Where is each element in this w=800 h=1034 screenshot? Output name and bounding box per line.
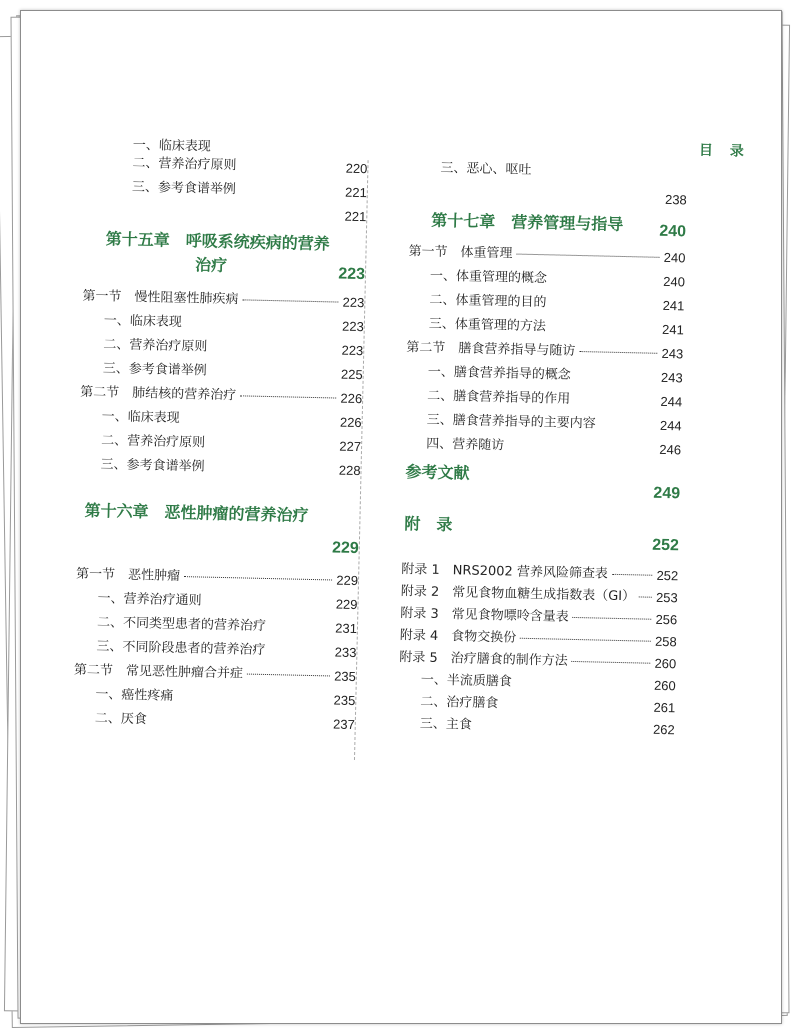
entry-page: 238: [664, 191, 687, 208]
entry-page: 223: [341, 342, 364, 359]
references-page: 249: [653, 484, 681, 503]
dot-leader: [242, 299, 338, 302]
entry-text: 二、膳食营养指导的作用: [427, 388, 571, 407]
entry-page: 262: [652, 721, 675, 738]
dot-leader: [612, 574, 652, 576]
dot-leader: [520, 638, 651, 642]
chapter-16-page: 229: [331, 539, 359, 558]
references-title: 参考文献: [405, 462, 470, 483]
entry-page: 220: [345, 160, 368, 177]
dot-leader: [579, 351, 657, 354]
entry-text: 第二节 常见恶性肿瘤合并症: [73, 662, 244, 682]
dot-leader: [247, 674, 330, 677]
entry-text: 一、临床表现: [132, 137, 212, 155]
entry-text: 一、半流质膳食: [420, 672, 512, 690]
entry-page: 240: [663, 273, 686, 290]
appendix-title: 附 录: [404, 514, 453, 535]
entry-text: 二、营养治疗原则: [100, 433, 206, 451]
entry-page: 243: [660, 369, 683, 386]
entry-page: 229: [336, 572, 359, 589]
entry-page: 237: [332, 716, 355, 733]
toc-entry: [396, 433, 681, 461]
entry-page: 258: [654, 633, 677, 650]
entry-page: 261: [653, 699, 676, 716]
entry-text: 二、营养治疗原则: [103, 337, 208, 355]
toc-entry: [76, 200, 366, 229]
entry-text: 二、厌食: [94, 711, 148, 728]
chapter-15-page: 223: [338, 265, 366, 284]
entry-text: 一、膳食营养指导的概念: [427, 364, 571, 383]
entry-text: 第二节 膳食营养指导与随访: [406, 340, 576, 359]
entry-page: 233: [334, 644, 357, 661]
entry-text: 一、体重管理的概念: [429, 268, 548, 287]
show-through-text: [49, 783, 734, 1008]
entry-page: 244: [659, 417, 682, 434]
entry-page: 252: [656, 567, 679, 584]
entry-text: 三、参考食谱举例: [102, 361, 207, 379]
entry-text: 二、治疗膳食: [420, 694, 499, 712]
entry-page: 221: [344, 208, 367, 225]
entry-text: 一、营养治疗通则: [97, 591, 202, 609]
entry-page: 226: [340, 390, 363, 407]
entry-page: 228: [338, 462, 361, 479]
entry-text: 二、体重管理的目的: [429, 292, 547, 311]
toc-entry: [65, 707, 355, 736]
entry-text: 附录 5 治疗膳食的制作方法: [399, 650, 568, 669]
dot-leader: [516, 254, 659, 258]
entry-page: 223: [342, 294, 365, 311]
entry-page: 246: [659, 441, 682, 458]
entry-text: 二、不同类型患者的营养治疗: [96, 615, 267, 634]
entry-text: 一、临床表现: [103, 313, 183, 330]
entry-text: 附录 3 常见食物嘌呤含量表: [400, 606, 569, 625]
toc-page: [20, 10, 782, 1024]
entry-text: 三、参考食谱举例: [131, 179, 237, 198]
entry-text: 一、临床表现: [101, 409, 180, 426]
entry-text: 三、膳食营养指导的主要内容: [426, 412, 596, 432]
entry-page: 260: [653, 677, 676, 694]
entry-text: 三、主食: [419, 716, 472, 733]
running-header: 目 录: [698, 142, 751, 160]
entry-text: 三、体重管理的方法: [428, 316, 547, 335]
toc-entry: [70, 454, 360, 483]
chapter-17-page: 240: [659, 222, 687, 241]
entry-page: 221: [344, 184, 368, 201]
entry-page: 229: [335, 596, 358, 613]
chapter-15-title-cont: 治疗: [194, 255, 228, 276]
dot-leader: [184, 576, 332, 580]
toc-content: [20, 10, 782, 1024]
chapter-16-title: 第十六章 恶性肿瘤的营养治疗: [84, 500, 309, 525]
entry-text: 附录 2 常见食物血糖生成指数表（GI）: [400, 584, 636, 605]
entry-page: 223: [341, 318, 364, 335]
entry-page: 231: [335, 620, 358, 637]
chapter-17-title: 第十七章 营养管理与指导: [431, 210, 624, 234]
entry-text: 一、癌性疼痛: [95, 687, 174, 704]
appendix-page: 252: [652, 536, 680, 555]
entry-page: 226: [339, 414, 362, 431]
dot-leader: [571, 661, 650, 664]
toc-entry: [402, 157, 687, 185]
entry-page: 227: [339, 438, 362, 455]
entry-page: 241: [661, 321, 684, 338]
entry-text: 附录 4 食物交换份: [399, 628, 517, 646]
entry-page: 241: [662, 297, 685, 314]
entry-page: 235: [333, 692, 356, 709]
entry-text: 三、恶心、呕吐: [440, 160, 532, 178]
entry-page: 256: [655, 611, 678, 628]
entry-text: 二、营养治疗原则: [132, 155, 237, 174]
entry-page: 260: [654, 655, 677, 672]
entry-text: 第二节 肺结核的营养治疗: [80, 384, 237, 404]
entry-text: 三、不同阶段患者的营养治疗: [96, 639, 266, 658]
entry-text: 第一节 恶性肿瘤: [75, 566, 181, 585]
chapter-15-title: 第十五章 呼吸系统疾病的营养: [105, 229, 330, 254]
entry-text: 三、参考食谱举例: [100, 457, 205, 475]
entry-text: 四、营养随访: [425, 436, 505, 454]
entry-text: 第一节 慢性阻塞性肺疾病: [82, 288, 239, 308]
dot-leader: [240, 395, 336, 398]
entry-page: 235: [334, 668, 357, 685]
dot-leader: [572, 617, 651, 620]
dot-leader: [639, 596, 652, 597]
entry-page: 240: [663, 249, 686, 266]
entry-page: 225: [340, 366, 363, 383]
entry-text: 附录 1 NRS2002 营养风险筛查表: [401, 562, 609, 582]
toc-right-column: [399, 11, 691, 738]
entry-page: 243: [661, 345, 684, 362]
entry-text: 第一节 体重管理: [408, 244, 513, 262]
entry-page: 244: [660, 393, 683, 410]
entry-page: 253: [655, 589, 678, 606]
